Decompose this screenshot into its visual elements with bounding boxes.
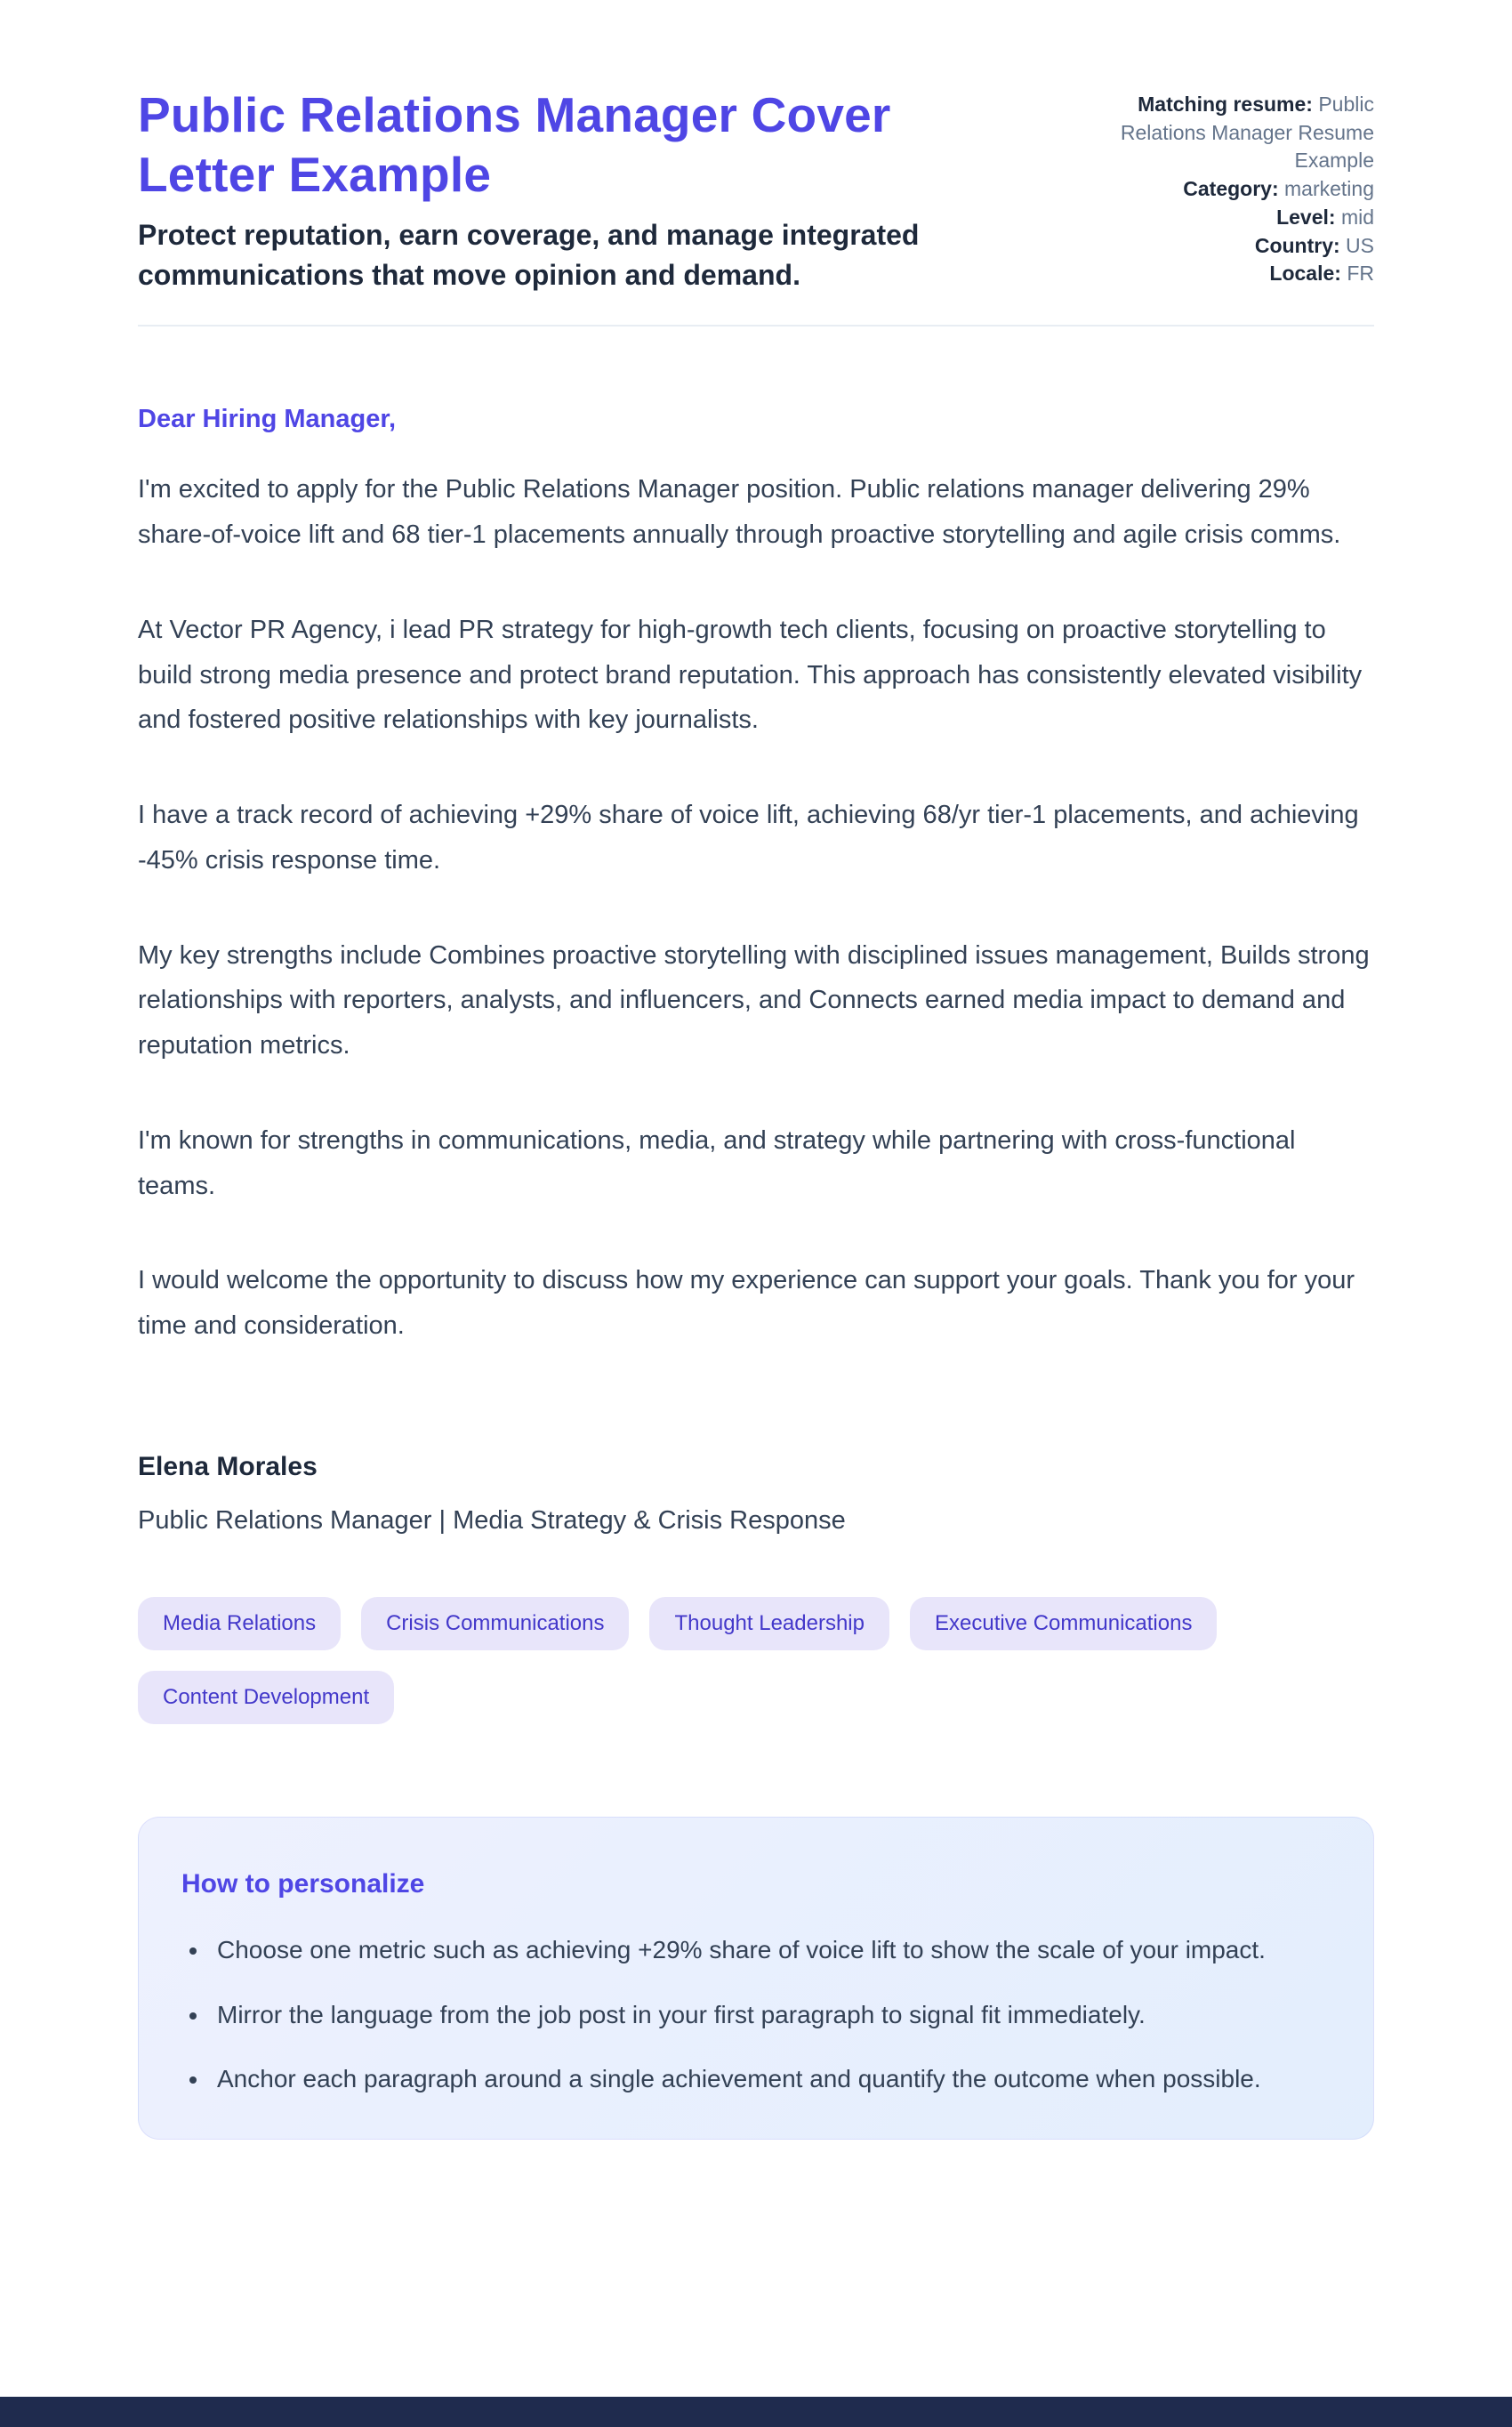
meta-value: FR [1347, 262, 1374, 286]
page-subtitle: Protect reputation, earn coverage, and manage integrated communications that move opinion and demand. [138, 219, 920, 291]
signature-name: Elena Morales [138, 1451, 318, 1481]
meta-label: Matching resume: [1138, 93, 1313, 116]
letter-paragraph: I would welcome the opportunity to discuss how my experience can support your goals. Thank you for your time and consideration. [138, 1266, 1355, 1341]
header-divider [138, 325, 1374, 327]
letter-paragraph: I'm known for strengths in communications, media, and strategy while partnering with cross-functional teams. [138, 1125, 1296, 1200]
meta-label: Locale: [1269, 262, 1341, 286]
tag-list [138, 1597, 1294, 1724]
meta-label: Country: [1254, 233, 1340, 257]
tag-thought-leadership[interactable]: Thought Leadership [649, 1597, 889, 1650]
meta-country [1067, 232, 1374, 261]
salutation: Dear Hiring Manager, [138, 404, 397, 433]
header-titles [138, 85, 1032, 295]
personalize-tip: • Anchor each paragraph around a single achievement and quantify the outcome when possible. [210, 2059, 1323, 2100]
page-header [138, 85, 1374, 295]
meta-level [1067, 204, 1374, 232]
footer-bar [0, 2397, 1512, 2427]
personalize-tip: • Mirror the language from the job post in your first paragraph to signal fit immediately. [210, 1995, 1323, 2036]
tag-media-relations[interactable]: Media Relations [138, 1597, 341, 1650]
meta-value: marketing [1284, 177, 1374, 201]
letter-paragraph: I have a track record of achieving +29% share of voice lift, achieving 68/yr tier-1 placements, and achieving -45% crisis response time. [138, 801, 1359, 875]
meta-value: Public Relations Manager Resume Example [1120, 93, 1374, 173]
letter-paragraph: I'm excited to apply for the Public Relations Manager position. Public relations manager delivering 29% share-of-voice lift and 68 tier-1 placements annually through proactive storytelling and agile crisis comms. [138, 475, 1341, 550]
tag-content-development[interactable]: Content Development [138, 1671, 394, 1724]
meta-category [1067, 175, 1374, 204]
meta-matching-resume [1067, 91, 1374, 175]
meta-label: Category: [1183, 177, 1279, 201]
meta-locale [1067, 260, 1374, 288]
meta-panel [1067, 85, 1374, 288]
letter-body [138, 401, 1374, 1541]
letter-paragraph: At Vector PR Agency, i lead PR strategy for high-growth tech clients, focusing on proactive storytelling to build strong media presence and protect brand reputation. This approach has consistently elevated visibility and fostered positive relationships with key journalists. [138, 615, 1363, 735]
tag-crisis-communications[interactable]: Crisis Communications [361, 1597, 629, 1650]
tag-executive-communications[interactable]: Executive Communications [910, 1597, 1217, 1650]
personalize-heading: How to personalize [181, 1869, 425, 1899]
personalize-list [181, 1930, 1323, 2100]
personalize-tip: • Choose one metric such as achieving +29% share of voice lift to show the scale of your impact. [210, 1930, 1323, 1971]
meta-label: Level: [1276, 205, 1336, 229]
signature-title: Public Relations Manager | Media Strategy & Crisis Response [138, 1505, 846, 1535]
page-title: Public Relations Manager Cover Letter Example [138, 87, 891, 203]
meta-value: mid [1340, 205, 1374, 229]
letter-paragraph: My key strengths include Combines proactive storytelling with disciplined issues management, Builds strong relationships with reporters, analysts, and influencers, and Connects earned media impact to demand and reputation metrics. [138, 940, 1370, 1060]
personalize-box [138, 1817, 1374, 2140]
meta-value: US [1346, 233, 1374, 257]
